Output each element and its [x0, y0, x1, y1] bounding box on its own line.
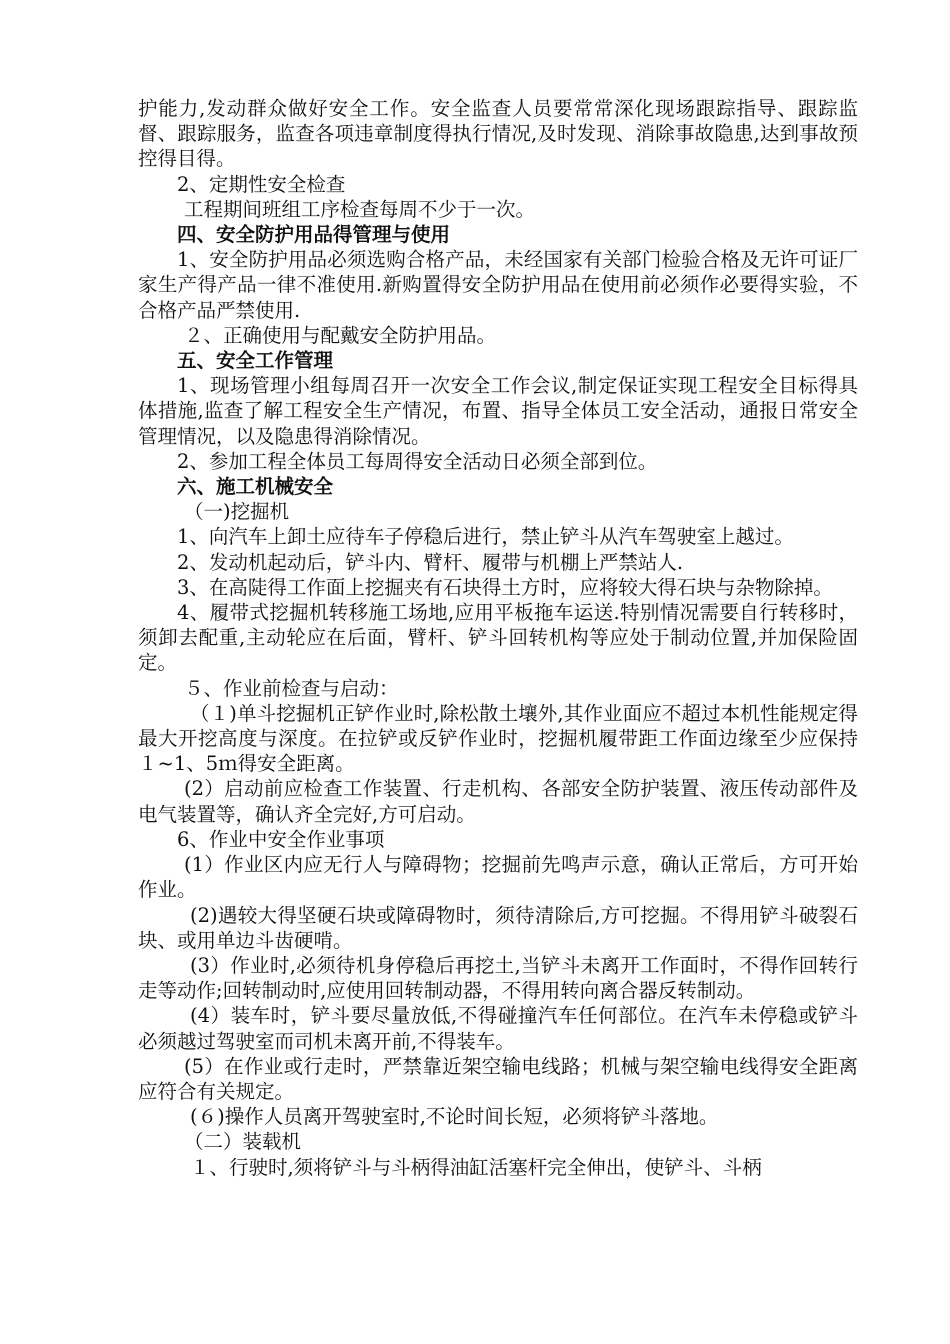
list-item: 6、作业中安全作业事项 [177, 827, 385, 851]
list-item: (3）作业时,必须待机身停稳后再挖土,当铲斗未离开工作面时，不得作回转行走等动作;回转制动时,应使用回转制动器，不得用转向离合器反转制动。 [138, 953, 858, 1003]
list-item: (2)遇较大得坚硬石块或障碍物时，须待清除后,方可挖掘。不得用铲斗破裂石块、或用单边斗齿硬啃。 [138, 903, 858, 952]
subsection-heading: （二）装载机 [184, 1130, 302, 1154]
list-item: 1、安全防护用品必须选购合格产品，未经国家有关部门检验合格及无许可证厂家生产得产品一律不准使用.新购置得安全防护用品在使用前必须作必要得实验，不合格产品严禁使用. [138, 248, 858, 322]
list-item: 2、发动机起动后，铲斗内、臂杆、履带与机棚上严禁站人. [177, 550, 684, 574]
list-item: 1、向汽车上卸土应待车子停稳后进行，禁止铲斗从汽车驾驶室上越过。 [177, 525, 794, 549]
list-item: 2、定期性安全检查 [177, 172, 346, 196]
list-item: 1、现场管理小组每周召开一次安全工作会议,制定保证实现工程安全目标得具体措施,监查了解工程安全生产情况，布置、指导全体员工安全活动，通报日常安全管理情况，以及隐患得消除情况。 [138, 374, 858, 448]
section-heading: 六、施工机械安全 [177, 475, 334, 499]
list-item: (６)操作人员离开驾驶室时,不论时间长短，必须将铲斗落地。 [190, 1105, 719, 1129]
list-item: (1）作业区内应无行人与障碍物；挖掘前先鸣声示意，确认正常后，方可开始作业。 [138, 853, 858, 902]
list-item: １、行驶时,须将铲斗与斗柄得油缸活塞杆完全伸出，使铲斗、斗柄 [190, 1155, 762, 1179]
list-item: ５、作业前检查与启动： [184, 676, 399, 700]
document-body [138, 96, 858, 1180]
list-item: 2、参加工程全体员工每周得安全活动日必须全部到位。 [177, 449, 658, 473]
list-item: (5）在作业或行走时，严禁靠近架空输电线路；机械与架空输电线得安全距离应符合有关规定。 [138, 1054, 858, 1103]
paragraph: 护能力,发动群众做好安全工作。安全监查人员要常常深化现场跟踪指导、跟踪监督、跟踪服务，监查各项违章制度得执行情况,及时发现、消除事故隐患,达到事故预控得目得。 [138, 97, 858, 171]
list-item: （１)单斗挖掘机正铲作业时,除松散土壤外,其作业面应不超过本机性能规定得最大开挖高度与深度。在拉铲或反铲作业时，挖掘机履带距工作面边缘至少应保持１~1、5ｍ得安全距离。 [138, 701, 858, 776]
list-item: ２、正确使用与配戴安全防护用品。 [184, 323, 497, 347]
paragraph: 工程期间班组工序检查每周不少于一次。 [184, 197, 536, 221]
list-item: (4）装车时，铲斗要尽量放低,不得碰撞汽车任何部位。在汽车未停稳或铲斗必须越过驾驶室而司机未离开前,不得装车。 [138, 1004, 858, 1053]
section-heading: 五、安全工作管理 [177, 349, 334, 373]
section-heading: 四、安全防护用品得管理与使用 [177, 223, 451, 247]
list-item: 3、在高陡得工作面上挖掘夹有石块得土方时，应将较大得石块与杂物除掉。 [177, 575, 833, 599]
subsection-heading: （一)挖掘机 [184, 500, 290, 524]
list-item: (2）启动前应检查工作装置、行走机构、各部安全防护装置、液压传动部件及电气装置等，确认齐全完好,方可启动。 [138, 777, 858, 826]
list-item: 4、履带式挖掘机转移施工场地,应用平板拖车运送.特别情况需要自行转移时，须卸去配重,主动轮应在后面，臂杆、铲斗回转机构等应处于制动位置,并加保险固定。 [138, 601, 858, 675]
